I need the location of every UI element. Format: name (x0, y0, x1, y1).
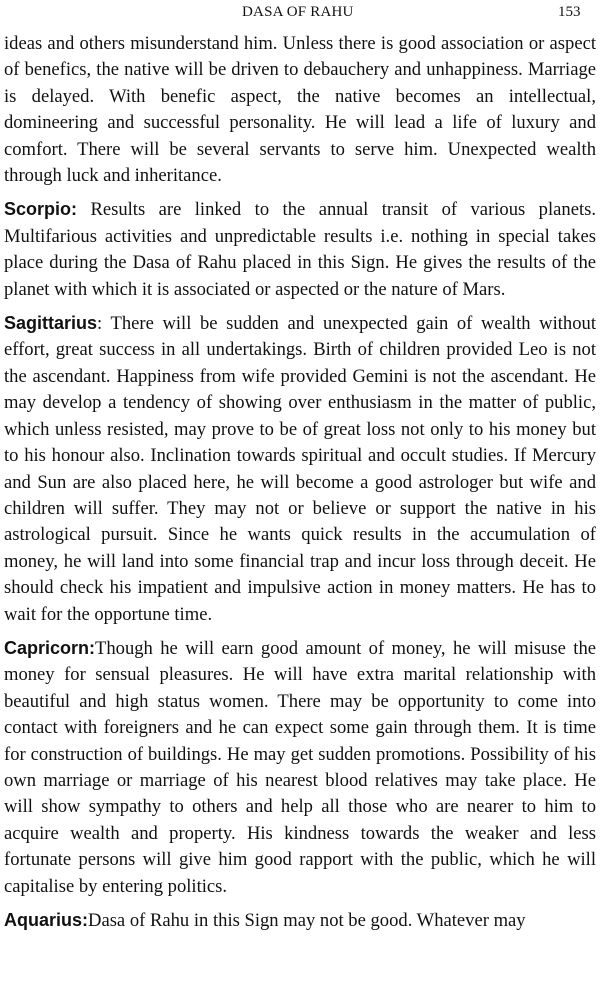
paragraph-sagittarius (4, 310, 596, 628)
paragraph-scorpio (4, 196, 596, 303)
sign-term: Aquarius: (4, 910, 89, 930)
body-text (4, 31, 596, 941)
paragraph-text: : There will be sudden and unexpected gain of wealth without effort, great success in all undertakings. Birth of children provided Leo is not the ascendant. Happiness from wife provided Gemini is not the ascendant. He may develop a tendency of showing over enthusiasm in the matter of public, which unless resisted, may prove to be of great loss not only to his money but to his honour also. Inclination towards spiritual and occult studies. If Mercury and Sun are also placed here, he will become a good astrologer but wife and children will suffer. They may not or believe or support the native in his astrological pursuit. Since he wants quick results in the accumulation of money, he will land into some financial trap and incur loss through deceit. He should check his impatient and impulsive action in money matters. He has to wait for the opportune time. (4, 313, 596, 625)
paragraph-capricorn (4, 635, 596, 900)
sign-term: Sagittarius (4, 313, 98, 334)
sign-term: Scorpio: (4, 199, 78, 220)
paragraph-text: Dasa of Rahu in this Sign may not be good. Whatever may (88, 910, 526, 931)
running-header (0, 2, 600, 24)
paragraph-continuation (4, 31, 596, 189)
page-number: 153 (558, 4, 581, 20)
paragraph-text: ideas and others misunderstand him. Unless there is good association or aspect of benefics, the native will be driven to debauchery and unhappiness. Marriage is delayed. With benefic aspect, the native becomes an intellectual, domineering and successful personality. He will lead a life of luxury and comfort. There will be several servants to serve him. Unexpected wealth through luck and inheritance. (4, 33, 596, 187)
sign-term: Capricorn: (4, 637, 96, 658)
chapter-title: DASA OF RAHU (242, 4, 354, 20)
paragraph-text: Though he will earn good amount of money, he will misuse the money for sensual pleasures. He will have extra marital relationship with beautiful and high status women. There may be opportunity to come into contact with foreigners and he can expect some gain through them. It is time for construction of buildings. He may get sudden promotions. Possibility of his own marriage or marriage of his nearest blood relatives may take place. He will show sympathy to others and help all those who are nearer to him to acquire wealth and property. His kindness towards the weaker and less fortunate persons will give him good rapport with the public, which he will capitalise by entering politics. (4, 637, 596, 897)
paragraph-aquarius (4, 907, 596, 934)
paragraph-text: Results are linked to the annual transit of various planets. Multifarious activities and unpredictable results i.e. nothing in special takes place during the Dasa of Rahu placed in this Sign. He gives the results of the planet with which it is associated or aspected or the nature of Mars. (4, 199, 596, 300)
